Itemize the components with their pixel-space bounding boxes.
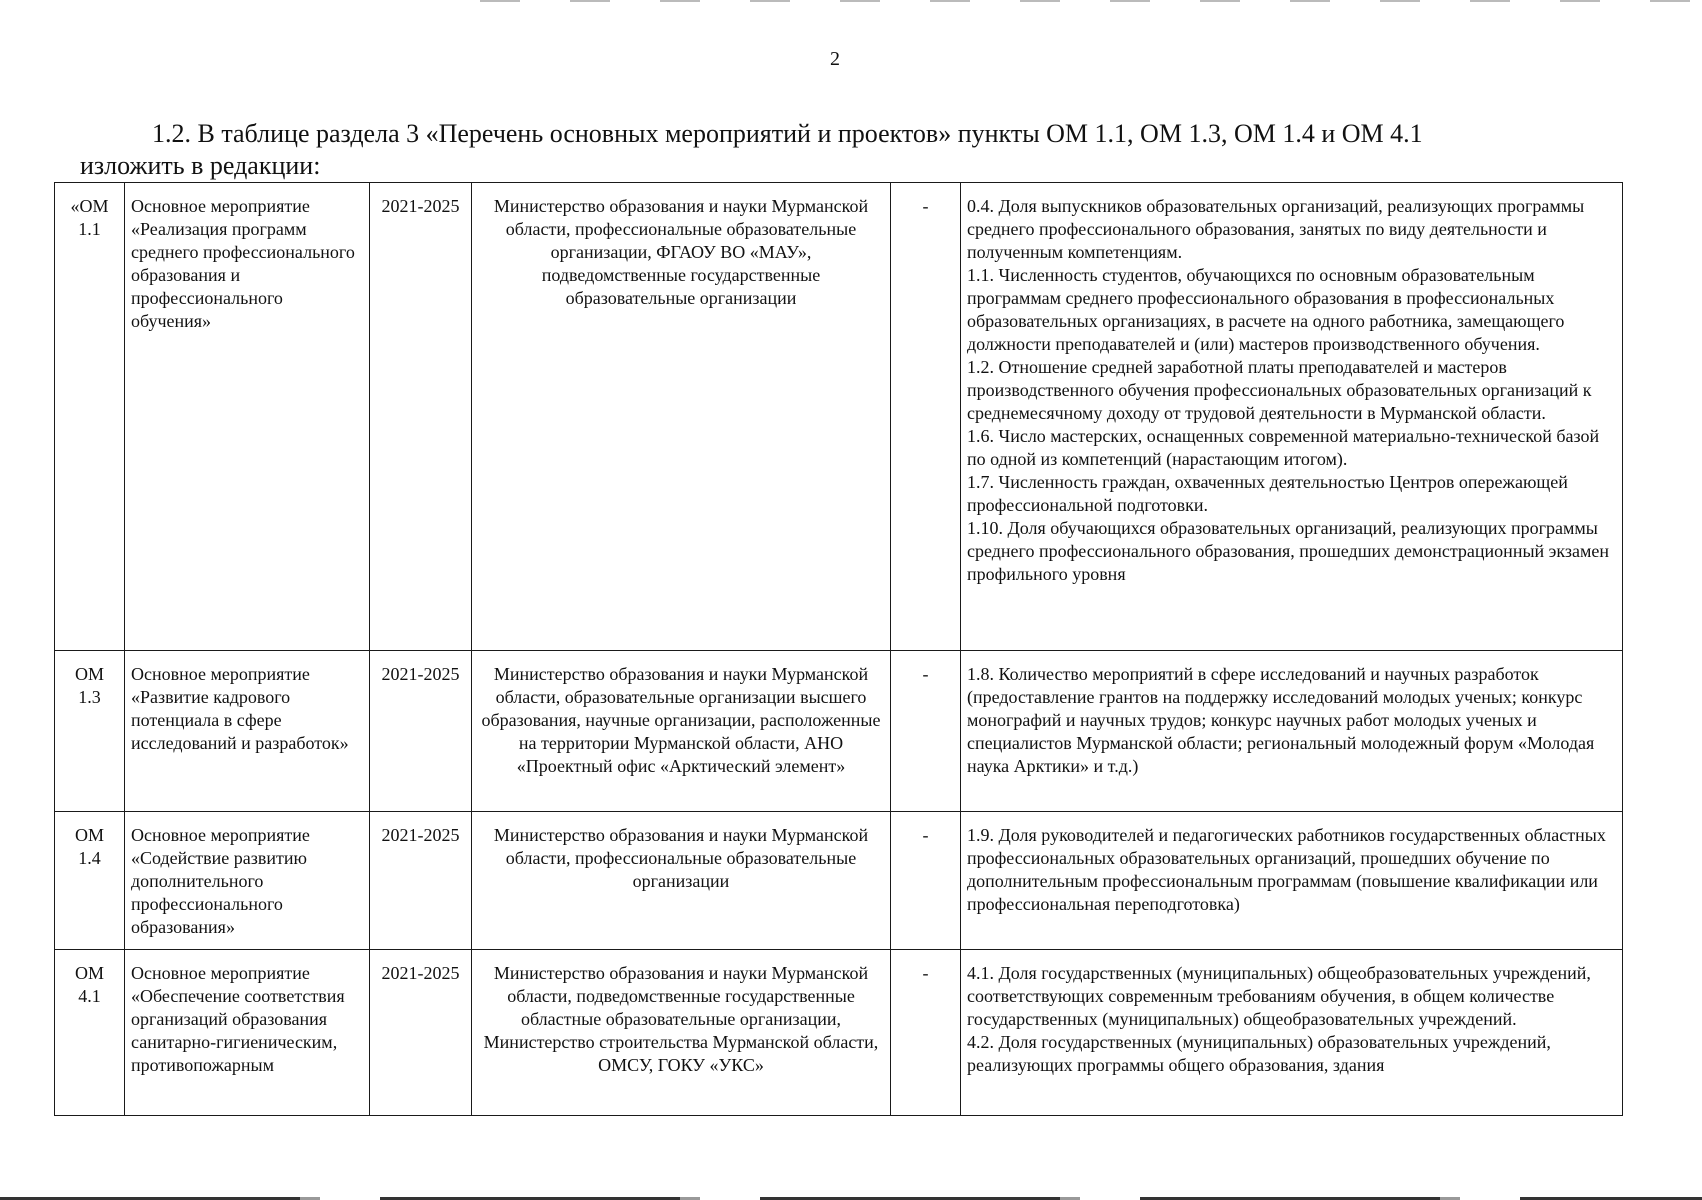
scan-top-edge [480, 0, 1700, 2]
measure-name: Основное мероприятие «Содействие развитию дополнительного профессионального образования» [125, 812, 370, 950]
measure-executors: Министерство образования и науки Мурманской области, образовательные организации высшего образования, научные организации, расположенные на территории Мурманской области, АНО «Проектный офис «Арктический элемент» [472, 651, 891, 812]
measures-table [54, 182, 1623, 1116]
intro-line-2: изложить в редакции: [80, 151, 321, 180]
indicator-text: 4.1. Доля государственных (муниципальных) общеобразовательных учреждений, соответствующих современным требованиям обучения, в общем количестве государственных (муниципальных) общеобразовательных учреждений. [967, 963, 1591, 1029]
page-number: 2 [830, 48, 840, 70]
indicator-text: 1.6. Число мастерских, оснащенных современной материально-технической базой по одной из компетенций (нарастающим итогом). [967, 426, 1600, 469]
table-row [55, 812, 1623, 950]
indicator-text: 1.9. Доля руководителей и педагогических работников государственных областных профессиональных образовательных организаций, прошедших обучение по дополнительным профессиональным программам (повышение квалификации или профессиональная переподготовка) [967, 825, 1606, 914]
indicator-text: 0.4. Доля выпускников образовательных организаций, реализующих программы среднего профессионального образования, занятых по виду деятельности и полученным компетенциям. [967, 196, 1585, 262]
indicator-text: 1.2. Отношение средней заработной платы преподавателей и мастеров производственного обучения профессиональных образовательных организаций к среднемесячному доходу от трудовой деятельности в Мурманской области. [967, 357, 1592, 423]
measure-indicators [961, 651, 1623, 812]
measure-executors: Министерство образования и науки Мурманской области, профессиональные образовательные организации, ФГАОУ ВО «МАУ», подведомственные государственные образовательные организации [472, 183, 891, 651]
measure-name: Основное мероприятие «Развитие кадрового потенциала в сфере исследований и разработок» [125, 651, 370, 812]
measure-executors: Министерство образования и науки Мурманской области, профессиональные образовательные организации [472, 812, 891, 950]
table-row [55, 183, 1623, 651]
measure-code: ОМ 1.4 [55, 812, 125, 950]
measure-indicators [961, 950, 1623, 1116]
indicator-text: 1.10. Доля обучающихся образовательных организаций, реализующих программы среднего профессионального образования, прошедших демонстрационный экзамен профильного уровня [967, 518, 1610, 584]
table-row [55, 950, 1623, 1116]
intro-line-1: 1.2. В таблице раздела 3 «Перечень основных мероприятий и проектов» пункты ОМ 1.1, ОМ 1.3, ОМ 1.4 и ОМ 4.1 [152, 119, 1423, 148]
measure-years: 2021-2025 [370, 950, 472, 1116]
indicator-text: 1.8. Количество мероприятий в сфере исследований и научных разработок (предоставление грантов на поддержку исследований молодых ученых; конкурс монографий и научных трудов; конкурс научных работ молодых ученых и специалистов Мурманской области; региональный молодежный форум «Молодая наука Арктики» и т.д.) [967, 664, 1595, 776]
measure-executors: Министерство образования и науки Мурманской области, подведомственные государственные областные образовательные организации, Министерство строительства Мурманской области, ОМСУ, ГОКУ «УКС» [472, 950, 891, 1116]
indicator-text: 1.1. Численность студентов, обучающихся по основным образовательным программам среднего профессионального образования в профессиональных образовательных организациях, в расчете на одного работника, замещающего должности преподавателей и (или) мастеров производственного обучения. [967, 265, 1565, 354]
indicator-text: 4.2. Доля государственных (муниципальных) образовательных учреждений, реализующих программы общего образования, здания [967, 1032, 1551, 1075]
measure-code: ОМ 1.3 [55, 651, 125, 812]
measure-years: 2021-2025 [370, 651, 472, 812]
measure-indicators [961, 812, 1623, 950]
intro-paragraph [80, 118, 1620, 182]
measure-dash: - [891, 950, 961, 1116]
measure-dash: - [891, 812, 961, 950]
measure-code: ОМ 4.1 [55, 950, 125, 1116]
measure-dash: - [891, 183, 961, 651]
measure-dash: - [891, 651, 961, 812]
measure-indicators [961, 183, 1623, 651]
measure-name: Основное мероприятие «Обеспечение соответствия организаций образования санитарно-гигиеническим, противопожарным [125, 950, 370, 1116]
measure-years: 2021-2025 [370, 183, 472, 651]
measure-years: 2021-2025 [370, 812, 472, 950]
measure-code: «ОМ 1.1 [55, 183, 125, 651]
indicator-text: 1.7. Численность граждан, охваченных деятельностью Центров опережающей профессиональной подготовки. [967, 472, 1568, 515]
measure-name: Основное мероприятие «Реализация программ среднего профессионального образования и профессионального обучения» [125, 183, 370, 651]
table-row [55, 651, 1623, 812]
